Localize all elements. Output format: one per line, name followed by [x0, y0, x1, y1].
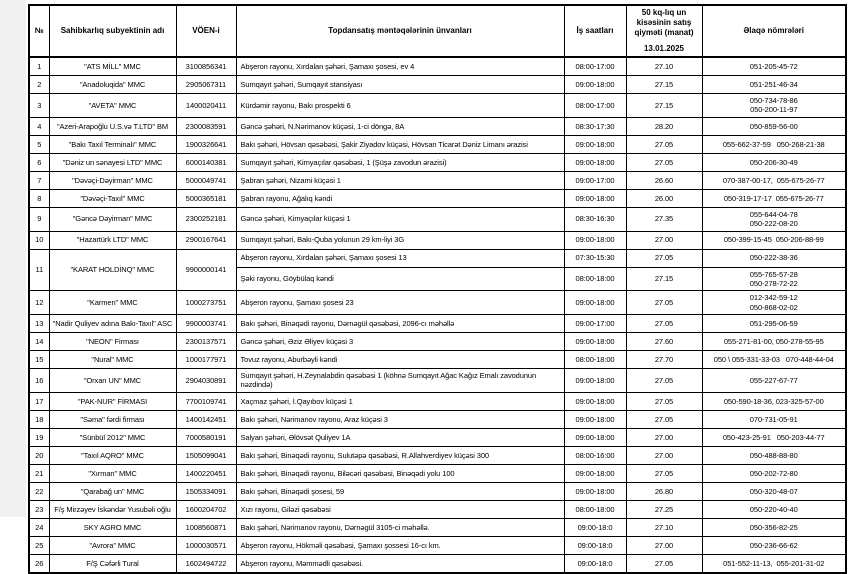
cell-address: Abşeron rayonu, Şamaxı şosesi 23	[236, 291, 564, 315]
cell-contacts	[702, 333, 846, 351]
cell-row-number: 17	[29, 392, 49, 410]
cell-price: 27.25	[626, 500, 702, 518]
cell-row-number: 23	[29, 500, 49, 518]
cell-address: Gəncə şəhəri, Əziz Əliyev küçəsi 3	[236, 333, 564, 351]
cell-voen: 1000030571	[176, 536, 236, 554]
header-entity-name: Sahibkarlıq subyektinin adı	[49, 5, 176, 57]
table-row	[29, 333, 846, 351]
cell-row-number: 9	[29, 207, 49, 231]
header-contacts: Əlaqə nömrələri	[702, 5, 846, 57]
cell-price: 27.15	[626, 94, 702, 118]
cell-entity-name: "Xırman" MMC	[49, 464, 176, 482]
cell-contacts	[702, 94, 846, 118]
cell-hours: 09:00-18:00	[564, 189, 626, 207]
cell-contacts	[702, 410, 846, 428]
cell-price: 27.05	[626, 249, 702, 267]
cell-voen: 1400020411	[176, 94, 236, 118]
cell-voen: 1505334091	[176, 482, 236, 500]
table-row	[29, 291, 846, 315]
cell-contacts	[702, 189, 846, 207]
cell-voen: 1400220451	[176, 464, 236, 482]
cell-hours: 09:00-17:00	[564, 171, 626, 189]
cell-contacts	[702, 369, 846, 393]
table-row	[29, 171, 846, 189]
contact-number: 050-356-82-25	[749, 522, 798, 532]
contact-number: 051-295-06-59	[749, 318, 798, 328]
table-row	[29, 189, 846, 207]
table-row	[29, 392, 846, 410]
cell-entity-name: "NEON" Firması	[49, 333, 176, 351]
cell-contacts	[702, 267, 846, 291]
cell-address: Şabran şəhəri, Nizami küçəsi 1	[236, 171, 564, 189]
cell-hours: 09:00-18:00	[564, 135, 626, 153]
table-row	[29, 57, 846, 76]
table-row	[29, 482, 846, 500]
cell-voen: 5000365181	[176, 189, 236, 207]
table-row	[29, 351, 846, 369]
table-row	[29, 518, 846, 536]
cell-voen: 1000177971	[176, 351, 236, 369]
cell-contacts	[702, 207, 846, 231]
cell-hours: 08:00-18:00	[564, 351, 626, 369]
cell-row-number: 5	[29, 135, 49, 153]
contact-number: 050-236-66-62	[749, 540, 798, 550]
cell-price: 26.00	[626, 189, 702, 207]
cell-row-number: 3	[29, 94, 49, 118]
cell-row-number: 26	[29, 554, 49, 573]
cell-contacts	[702, 446, 846, 464]
cell-price: 27.70	[626, 351, 702, 369]
cell-price: 27.00	[626, 428, 702, 446]
cell-address: Kürdəmir rayonu, Bakı prospekti 6	[236, 94, 564, 118]
contact-number: 050-399-15-45 050-206-88-99	[723, 235, 824, 245]
cell-address: Gəncə şəhəri, N.Nərimanov küçəsi, 1-ci döngə, 8A	[236, 117, 564, 135]
contact-number: 050-868-02-02	[749, 302, 798, 312]
cell-contacts	[702, 464, 846, 482]
cell-voen: 2300252181	[176, 207, 236, 231]
cell-price: 27.05	[626, 135, 702, 153]
table-row	[29, 536, 846, 554]
header-price	[626, 5, 702, 57]
contact-number: 012-342-59-12	[749, 293, 798, 303]
cell-hours: 09:00-18:00	[564, 333, 626, 351]
cell-row-number: 13	[29, 315, 49, 333]
cell-voen: 1008560871	[176, 518, 236, 536]
cell-voen: 2300083591	[176, 117, 236, 135]
cell-price: 27.15	[626, 267, 702, 291]
cell-voen: 1900326641	[176, 135, 236, 153]
cell-price: 27.00	[626, 446, 702, 464]
cell-address: Sumqayıt şəhəri, H.Zeynalabdin qəsəbəsi 1 (köhnə Sumqayıt Ağac Kağız Emalı zavodunun nəzdində)	[236, 369, 564, 393]
cell-row-number: 16	[29, 369, 49, 393]
cell-row-number: 10	[29, 231, 49, 249]
contact-number: 050-734-78-86	[749, 96, 798, 105]
cell-hours: 07:30-15:30	[564, 249, 626, 267]
cell-price: 27.00	[626, 231, 702, 249]
cell-contacts	[702, 291, 846, 315]
cell-entity-name: "KARAT HOLDİNQ" MMC	[49, 249, 176, 291]
cell-price: 27.10	[626, 518, 702, 536]
cell-contacts	[702, 153, 846, 171]
table-row	[29, 464, 846, 482]
cell-price: 27.35	[626, 207, 702, 231]
cell-entity-name: "Dəvəçi-Dəyirman" MMC	[49, 171, 176, 189]
cell-contacts	[702, 392, 846, 410]
cell-contacts	[702, 76, 846, 94]
cell-voen: 1505099041	[176, 446, 236, 464]
cell-address: Bakı şəhəri, Binəqədi rayonu, Sulutəpə qəsəbəsi, R.Allahverdiyev küçəsi 300	[236, 446, 564, 464]
cell-voen: 2300137571	[176, 333, 236, 351]
cell-address: Bakı şəhəri, Nərimanov rayonu, Araz küçəsi 3	[236, 410, 564, 428]
table-row	[29, 410, 846, 428]
cell-address: Bakı şəhəri, Nərimanov rayonu, Dərnəgül 3105-ci məhəllə.	[236, 518, 564, 536]
cell-address: Şabran rayonu, Ağalıq kəndi	[236, 189, 564, 207]
cell-voen: 5000049741	[176, 171, 236, 189]
cell-voen: 9900003741	[176, 315, 236, 333]
cell-voen: 1600204702	[176, 500, 236, 518]
header-row	[29, 5, 846, 57]
contact-number: 050-319-17-17 055-675-26-77	[723, 193, 824, 203]
cell-contacts	[702, 249, 846, 267]
flour-table-body	[29, 57, 846, 573]
cell-entity-name: "Nadir Quliyev adına Bakı-Taxıl" ASC	[49, 315, 176, 333]
contact-number: 051-552-11-13, 055-201-31-02	[723, 558, 825, 568]
header-no: №	[29, 5, 49, 57]
cell-voen: 3100856341	[176, 57, 236, 76]
cell-address: Sumqayıt şəhəri, Sumqayıt stansiyası	[236, 76, 564, 94]
flour-price-table	[28, 4, 847, 574]
cell-row-number: 12	[29, 291, 49, 315]
cell-entity-name: "Qarabağ un" MMC	[49, 482, 176, 500]
header-address: Topdansatış məntəqələrinin ünvanları	[236, 5, 564, 57]
table-row	[29, 369, 846, 393]
cell-hours: 09:00-18:00	[564, 464, 626, 482]
contact-number: 070-731-05-91	[749, 414, 798, 424]
cell-contacts	[702, 554, 846, 573]
cell-hours: 08:00-16:00	[564, 446, 626, 464]
cell-hours: 09:00-18:0	[564, 536, 626, 554]
cell-row-number: 24	[29, 518, 49, 536]
cell-row-number: 22	[29, 482, 49, 500]
cell-price: 27.15	[626, 76, 702, 94]
cell-row-number: 14	[29, 333, 49, 351]
cell-price: 27.05	[626, 392, 702, 410]
cell-address: Abşeron rayonu, Məmmədli qəsəbəsi.	[236, 554, 564, 573]
table-row	[29, 554, 846, 573]
cell-hours: 09:00-18:00	[564, 482, 626, 500]
cell-price: 27.05	[626, 410, 702, 428]
cell-price: 27.05	[626, 464, 702, 482]
contact-number: 050-488-88-80	[749, 450, 798, 460]
cell-voen: 1000273751	[176, 291, 236, 315]
cell-price: 26.60	[626, 171, 702, 189]
cell-entity-name: "Sünbül 2012" MMC	[49, 428, 176, 446]
header-hours: İş saatları	[564, 5, 626, 57]
contact-number: 050-202-72-80	[749, 468, 798, 478]
cell-hours: 08:00-17:00	[564, 57, 626, 76]
cell-address: Bakı şəhəri, Binəqədi rayonu, Biləcəri qəsəbəsi, Binəqədi yolu 100	[236, 464, 564, 482]
contact-number: 050-859-56-00	[749, 121, 798, 131]
cell-hours: 09:00-18:00	[564, 410, 626, 428]
table-row	[29, 94, 846, 118]
cell-row-number: 4	[29, 117, 49, 135]
cell-row-number: 18	[29, 410, 49, 428]
contact-number: 050-590-18-36, 023-325-57-00	[723, 396, 824, 406]
cell-hours: 09:00-18:00	[564, 153, 626, 171]
cell-voen: 7000580191	[176, 428, 236, 446]
cell-hours: 09:00-18:00	[564, 369, 626, 393]
table-row	[29, 153, 846, 171]
cell-address: Abşeron rayonu, Hökməli qəsəbəsi, Şamaxı şossesi 16-cı km.	[236, 536, 564, 554]
cell-hours: 08:30-17:30	[564, 117, 626, 135]
cell-entity-name: "Səma" fərdi firması	[49, 410, 176, 428]
cell-contacts	[702, 171, 846, 189]
page-left-gutter	[0, 0, 26, 517]
cell-entity-name: "Hazartürk LTD" MMC	[49, 231, 176, 249]
cell-address: Tovuz rayonu, Aburbəyli kəndi	[236, 351, 564, 369]
cell-entity-name: "Orxan UN" MMC	[49, 369, 176, 393]
header-price-label: 50 kq-lıq un kisəsinin satış qiyməti (manat)	[634, 8, 694, 37]
contact-number: 070-387-00-17, 055-675-26-77	[722, 175, 825, 185]
cell-row-number: 25	[29, 536, 49, 554]
cell-hours: 09:00-18:0	[564, 518, 626, 536]
cell-hours: 08:00-17:00	[564, 94, 626, 118]
cell-contacts	[702, 57, 846, 76]
cell-contacts	[702, 482, 846, 500]
cell-address: Sumqayıt şəhəri, Bakı-Quba yolunun 29 km-liyi 3G	[236, 231, 564, 249]
cell-contacts	[702, 518, 846, 536]
cell-row-number: 21	[29, 464, 49, 482]
cell-entity-name: "Taxıl AQRO" MMC	[49, 446, 176, 464]
cell-entity-name: "Dəniz un sənayesi LTD" MMC	[49, 153, 176, 171]
contact-number: 050 \ 055-331-33-03 070-448-44-04	[713, 354, 834, 364]
cell-address: Sumqayıt şəhəri, Kimyaçılar qəsəbəsi, 1 (Şüşə zavodun ərazisi)	[236, 153, 564, 171]
table-row	[29, 207, 846, 231]
cell-entity-name: F/ş Mirzəyev İskəndər Yusubəli oğlu	[49, 500, 176, 518]
cell-row-number: 6	[29, 153, 49, 171]
cell-row-number: 20	[29, 446, 49, 464]
cell-address: Gəncə şəhəri, Kimyaçılar küçəsi 1	[236, 207, 564, 231]
contact-number: 050-200-11-97	[750, 105, 798, 115]
cell-address: Şəki rayonu, Göybülaq kəndi	[236, 267, 564, 291]
contact-number: 050-222-08-20	[749, 219, 798, 229]
cell-contacts	[702, 536, 846, 554]
cell-contacts	[702, 351, 846, 369]
cell-price: 27.05	[626, 554, 702, 573]
cell-entity-name: "AVETA" MMC	[49, 94, 176, 118]
cell-hours: 09:00-18:0	[564, 554, 626, 573]
table-row	[29, 231, 846, 249]
cell-price: 26.80	[626, 482, 702, 500]
contact-number: 050-278-72-22	[749, 278, 798, 288]
contact-number: 055-662-37-59 050-268-21-38	[722, 139, 825, 149]
cell-address: Xızı rayonu, Giləzi qəsəbəsi	[236, 500, 564, 518]
cell-price: 27.05	[626, 369, 702, 393]
cell-entity-name: "Bakı Taxıl Terminalı" MMC	[49, 135, 176, 153]
cell-entity-name: "ATS MİLL" MMC	[49, 57, 176, 76]
cell-address: Bakı şəhəri, Hövsan qəsəbəsi, Şakir Ziyadov küçəsi, Hövsan Ticarət Dəniz Limanı ərazisi	[236, 135, 564, 153]
cell-row-number: 1	[29, 57, 49, 76]
cell-address: Abşeron rayonu, Xırdalan şəhəri, Şamaxı şosesi, ev 4	[236, 57, 564, 76]
cell-hours: 09:00-18:00	[564, 291, 626, 315]
cell-price: 27.05	[626, 315, 702, 333]
cell-voen: 6000140381	[176, 153, 236, 171]
table-row	[29, 76, 846, 94]
cell-entity-name: "Avrora" MMC	[49, 536, 176, 554]
cell-address: Xaçmaz şəhəri, İ.Qayıbov küçəsi 1	[236, 392, 564, 410]
cell-row-number: 19	[29, 428, 49, 446]
cell-price: 27.10	[626, 57, 702, 76]
cell-entity-name: "Nural" MMC	[49, 351, 176, 369]
contact-number: 050-320-48-07	[749, 486, 798, 496]
cell-voen: 2905067311	[176, 76, 236, 94]
cell-contacts	[702, 231, 846, 249]
cell-address: Abşeron rayonu, Xırdalan şəhəri, Şamaxı şosesi 13	[236, 249, 564, 267]
cell-row-number: 15	[29, 351, 49, 369]
cell-row-number: 7	[29, 171, 49, 189]
contact-number: 050-220-40-40	[749, 504, 798, 514]
table-row	[29, 315, 846, 333]
cell-hours: 09:00-18:00	[564, 76, 626, 94]
cell-price: 28.20	[626, 117, 702, 135]
cell-hours: 08:00-18:00	[564, 267, 626, 291]
contact-number: 055-227-67-77	[749, 375, 798, 385]
cell-hours: 09:00-18:00	[564, 231, 626, 249]
contact-number: 050-423-25-91 050-203-44-77	[722, 432, 825, 442]
contact-number: 050-222-38-36	[749, 253, 798, 263]
cell-voen: 2904030891	[176, 369, 236, 393]
cell-hours: 08:30-16:30	[564, 207, 626, 231]
cell-entity-name: F/Ş Cəfərli Tural	[49, 554, 176, 573]
cell-contacts	[702, 117, 846, 135]
header-price-date: 13.01.2025	[643, 44, 685, 53]
cell-entity-name: SKY AGRO MMC	[49, 518, 176, 536]
cell-voen: 2900167641	[176, 231, 236, 249]
cell-price: 27.00	[626, 536, 702, 554]
contact-number: 051-251-46-34	[749, 79, 798, 89]
contact-number: 051-205-45-72	[749, 61, 798, 71]
cell-entity-name: "Gəncə Dəyirman" MMC	[49, 207, 176, 231]
header-voen: VÖEN-i	[176, 5, 236, 57]
cell-price: 27.60	[626, 333, 702, 351]
cell-price: 27.05	[626, 153, 702, 171]
cell-row-number: 11	[29, 249, 49, 291]
cell-address: Bakı şəhəri, Binəqədi şosesi, 59	[236, 482, 564, 500]
cell-contacts	[702, 135, 846, 153]
table-row	[29, 249, 846, 267]
cell-entity-name: "PAK-NUR" FİRMASI	[49, 392, 176, 410]
cell-hours: 09:00-18:00	[564, 428, 626, 446]
contact-number: 050-206-30-49	[749, 157, 798, 167]
table-row	[29, 446, 846, 464]
cell-voen: 1400142451	[176, 410, 236, 428]
cell-voen: 1602494722	[176, 554, 236, 573]
cell-entity-name: "Karmen" MMC	[49, 291, 176, 315]
cell-entity-name: "Azeri-Arapoğlu U.S.və T.LTD" BM	[49, 117, 176, 135]
cell-contacts	[702, 500, 846, 518]
cell-address: Bakı şəhəri, Binəqədi rayonu, Dərnəgül qəsəbəsi, 2096-cı məhəllə	[236, 315, 564, 333]
contact-number: 055-271-81-00, 050-278-55-95	[723, 336, 824, 346]
cell-entity-name: "Anadoluqida" MMC	[49, 76, 176, 94]
cell-contacts	[702, 315, 846, 333]
table-row	[29, 500, 846, 518]
cell-address: Salyan şəhəri, Əlövsət Quliyev 1A	[236, 428, 564, 446]
contact-number: 055-644-04-78	[749, 209, 798, 219]
table-row	[29, 117, 846, 135]
cell-row-number: 8	[29, 189, 49, 207]
cell-price: 27.05	[626, 291, 702, 315]
cell-contacts	[702, 428, 846, 446]
cell-hours: 09:00-17:00	[564, 315, 626, 333]
table-row	[29, 135, 846, 153]
cell-hours: 08:00-18:00	[564, 500, 626, 518]
cell-voen: 7700109741	[176, 392, 236, 410]
cell-entity-name: "Dəvəçi-Taxıl" MMC	[49, 189, 176, 207]
cell-voen: 9900000141	[176, 249, 236, 291]
contact-number: 055-765-57-28	[749, 269, 798, 279]
table-row	[29, 428, 846, 446]
cell-row-number: 2	[29, 76, 49, 94]
table-header	[29, 5, 846, 57]
cell-hours: 09:00-18:00	[564, 392, 626, 410]
